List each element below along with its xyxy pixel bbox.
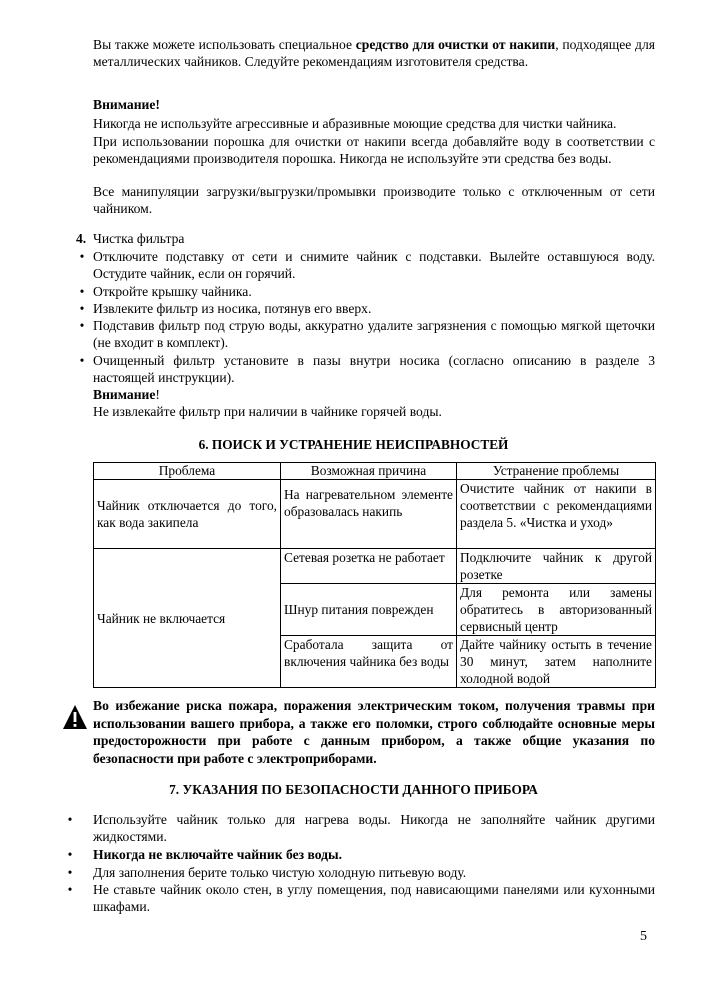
filter-step-1: Отключите подставку от сети и снимите чайник с подставки. Вылейте оставшуюся воду. Остудите чайник, если он горячий. [93,249,655,281]
filter-note-title-bold: Внимание [93,387,156,402]
bullet-icon: • [79,249,85,264]
warning-line-2: При использовании порошка для очистки от накипи всегда добавляйте воду в соответствии с рекомендациями производителя порошка. Никогда не используйте эти средства без воды. [93,134,655,166]
solution-cell: Для ремонта или замены обратитесь в авторизованный сервисный центр [457,584,656,636]
safety-item-4: Не ставьте чайник около стен, в углу помещения, под нависающими панелями или кухонными шкафами. [93,882,655,914]
solution-cell: Очистите чайник от накипи в соответствии с рекомендациями раздела 5. «Чистка и уход» [457,480,656,549]
bullet-icon: • [67,882,73,897]
cause-cell: Сработала защита от включения чайника без воды [281,636,457,688]
section-7-heading: 7. УКАЗАНИЯ ПО БЕЗОПАСНОСТИ ДАННОГО ПРИБОРА [169,782,538,797]
table-header-row [94,463,656,480]
bullet-icon: • [67,812,73,827]
table-row [94,549,656,584]
safety-item-1: Используйте чайник только для нагрева воды. Никогда не заполняйте чайник другими жидкостями. [93,812,655,844]
filter-step-2: Откройте крышку чайника. [93,284,252,299]
bullet-icon: • [79,318,85,333]
problem-cell: Чайник отключается до того, как вода закипела [94,480,281,549]
filter-step-5: Очищенный фильтр установите в пазы внутри носика (согласно описанию в разделе 3 настоящей инструкции). [93,353,655,385]
bullet-icon: • [67,865,73,880]
warning-triangle-icon [62,704,88,730]
bullet-icon: • [79,301,85,316]
header-cause: Возможная причина [281,463,457,480]
header-problem: Проблема [94,463,281,480]
filter-note-mark: ! [155,387,160,402]
safety-item-3: Для заполнения берите только чистую холодную питьевую воду. [93,865,467,880]
header-solution: Устранение проблемы [457,463,656,480]
filter-note-title [93,386,655,403]
bullet-icon: • [79,284,85,299]
page-number: 5 [640,929,647,944]
safety-warning-text: Во избежание риска пожара, поражения электрическим током, получения травмы при использовании вашего прибора, а также его поломки, строго соблюдайте основные меры предосторожности при работе с данным прибором, а также общие указания по безопасности при работе с электроприборами. [93,698,655,766]
solution-cell: Дайте чайнику остыть в течение 30 минут, затем наполните холодной водой [457,636,656,688]
cause-cell: Шнур питания поврежден [281,584,457,636]
warning-line-1: Никогда не используйте агрессивные и абразивные моющие средства для чистки чайника. [93,116,617,131]
table-row [94,480,656,549]
descaler-text-pre: Вы также можете использовать специальное [93,37,356,52]
descaler-text-post: , подходящее для металлических чайников. Следуйте рекомендациям изготовителя средства. [93,37,655,69]
cause-cell: На нагревательном элементе образовалась накипь [281,480,457,549]
problem-cell: Чайник не включается [94,549,281,688]
bullet-icon: • [79,353,85,368]
filter-step-4: Подставив фильтр под струю воды, аккуратно удалите загрязнения с помощью мягкой щеточки (не входит в комплект). [93,318,655,350]
warning-line-3: Все манипуляции загрузки/выгрузки/промывки производите только с отключенным от сети чайником. [93,184,655,216]
warning-title: Внимание! [93,97,160,112]
safety-item-2: Никогда не включайте чайник без воды. [93,847,343,862]
solution-cell: Подключите чайник к другой розетке [457,549,656,584]
descaler-paragraph [93,36,655,70]
bullet-icon: • [67,847,73,862]
filter-step-3: Извлеките фильтр из носика, потянув его вверх. [93,301,372,316]
filter-section-title: Чистка фильтра [93,231,185,246]
section-6-heading: 6. ПОИСК И УСТРАНЕНИЕ НЕИСПРАВНОСТЕЙ [198,437,509,452]
troubleshooting-table [93,462,656,688]
filter-note-text: Не извлекайте фильтр при наличии в чайнике горячей воды. [93,404,442,419]
cause-cell: Сетевая розетка не работает [281,549,457,584]
filter-section-number: 4. [76,231,87,246]
descaler-text-bold: средство для очистки от накипи [355,37,556,52]
